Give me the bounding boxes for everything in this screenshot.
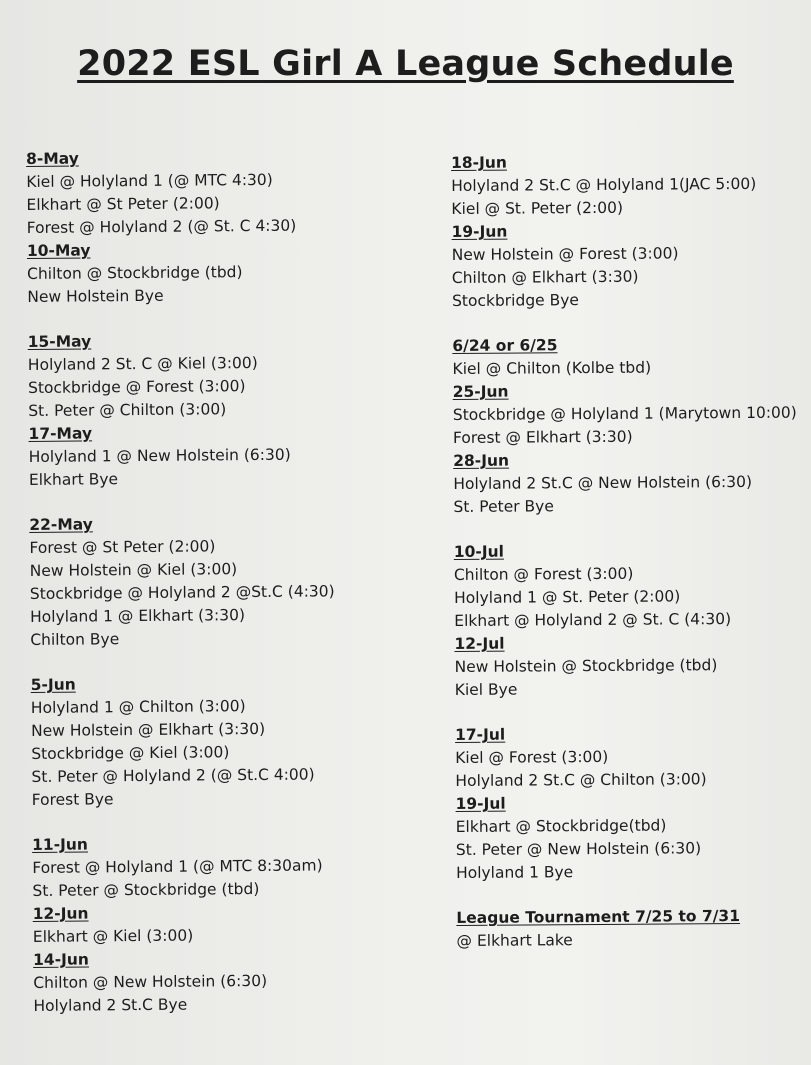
game-entry: @ Elkhart Lake	[456, 931, 573, 950]
week-date: League Tournament 7/25 to 7/31	[456, 907, 741, 927]
week-date: 10-May	[26, 241, 91, 260]
week-date: 8-May	[26, 149, 79, 168]
game-entry: Elkhart @ Stockbridge(tbd)	[455, 816, 667, 836]
week-date: 12-Jul	[454, 634, 505, 653]
week-date: 17-Jul	[455, 725, 506, 744]
week-date: 19-Jul	[455, 794, 506, 813]
week-date: 5-Jun	[30, 675, 76, 694]
game-entry: Kiel @ St. Peter (2:00)	[451, 198, 624, 218]
page-title: 2022 ESL Girl A League Schedule	[77, 44, 734, 84]
schedule-week	[29, 511, 335, 652]
game-entry: Elkhart @ St Peter (2:00)	[26, 194, 220, 214]
game-entry: Kiel @ Forest (3:00)	[455, 747, 609, 767]
week-date: 19-Jun	[451, 222, 508, 241]
game-entry: St. Peter @ Stockbridge (tbd)	[32, 879, 260, 900]
game-entry: Elkhart @ Kiel (3:00)	[32, 926, 194, 946]
game-entry: Elkhart @ Holyland 2 @ St. C (4:30)	[454, 610, 732, 630]
game-entry: Forest Bye	[31, 790, 114, 809]
game-entry: New Holstein Bye	[27, 286, 164, 306]
game-entry: Chilton @ New Holstein (6:30)	[33, 971, 268, 992]
schedule-week	[451, 150, 795, 221]
game-entry: Forest @ Holyland 1 (@ MTC 8:30am)	[32, 856, 323, 877]
game-entry: New Holstein @ Elkhart (3:30)	[31, 719, 266, 740]
schedule-week	[456, 905, 800, 953]
week-date: 11-Jun	[32, 835, 89, 854]
schedule-week	[33, 946, 338, 1018]
game-entry: Forest @ Elkhart (3:30)	[452, 427, 633, 447]
game-entry: Chilton @ Elkhart (3:30)	[451, 267, 639, 287]
game-entry: Elkhart Bye	[28, 470, 119, 489]
week-date: 10-Jul	[453, 542, 504, 561]
game-entry: Kiel @ Holyland 1 (@ MTC 4:30)	[26, 170, 273, 191]
game-entry: Holyland 2 St.C @ Chilton (3:00)	[455, 770, 707, 790]
game-entry: Holyland 1 Bye	[455, 863, 574, 882]
schedule-left-column	[26, 145, 338, 1018]
game-entry: Chilton @ Forest (3:00)	[453, 564, 634, 584]
game-entry: St. Peter Bye	[453, 497, 554, 516]
game-entry: Chilton @ Stockbridge (tbd)	[27, 263, 243, 283]
game-entry: Kiel @ Chilton (Kolbe tbd)	[452, 358, 652, 378]
week-date: 18-Jun	[451, 153, 507, 172]
week-date: 22-May	[29, 515, 93, 534]
schedule-week	[455, 791, 800, 885]
game-entry: New Holstein @ Kiel (3:00)	[29, 560, 238, 580]
game-entry: Holyland 1 @ Elkhart (3:30)	[30, 606, 246, 626]
schedule-week	[27, 237, 332, 309]
game-entry: St. Peter @ Chilton (3:00)	[28, 400, 227, 420]
schedule-week	[32, 831, 337, 903]
week-date: 12-Jun	[32, 904, 89, 923]
game-entry: Holyland 1 @ St. Peter (2:00)	[454, 587, 681, 607]
game-entry: Forest @ St Peter (2:00)	[29, 537, 216, 557]
game-entry: St. Peter @ Holyland 2 (@ St.C 4:00)	[31, 765, 315, 786]
week-date: 28-Jun	[453, 451, 510, 470]
game-entry: Kiel Bye	[454, 680, 518, 699]
schedule-week	[452, 333, 796, 381]
game-entry: Stockbridge @ Holyland 1 (Marytown 10:00)	[452, 403, 797, 424]
game-entry: Holyland 2 St.C @ Holyland 1(JAC 5:00)	[451, 174, 757, 195]
week-date: 17-May	[28, 424, 93, 443]
week-date: 15-May	[27, 332, 92, 351]
game-entry: Holyland 1 @ New Holstein (6:30)	[28, 445, 291, 466]
game-entry: Chilton Bye	[30, 630, 120, 649]
schedule-week	[33, 900, 338, 949]
schedule-week	[451, 219, 796, 313]
schedule-week	[453, 448, 797, 519]
week-date: 6/24 or 6/25	[452, 336, 558, 355]
game-entry: Holyland 2 St. C @ Kiel (3:00)	[27, 353, 258, 374]
week-date: 25-Jun	[452, 382, 509, 401]
game-entry: Stockbridge @ Forest (3:00)	[28, 377, 246, 397]
schedule-week	[453, 379, 797, 450]
game-entry: Holyland 2 St.C @ New Holstein (6:30)	[453, 472, 753, 493]
game-entry: Stockbridge @ Kiel (3:00)	[31, 743, 230, 763]
schedule-week	[454, 539, 799, 633]
schedule-week	[26, 145, 332, 240]
game-entry: St. Peter @ New Holstein (6:30)	[455, 839, 702, 859]
game-entry: Holyland 2 St.C Bye	[33, 995, 188, 1015]
schedule-week	[455, 722, 799, 793]
game-entry: Stockbridge Bye	[451, 291, 580, 310]
schedule-right-column	[451, 150, 801, 953]
schedule-week	[28, 420, 333, 492]
game-entry: Stockbridge @ Holyland 2 @St.C (4:30)	[29, 582, 335, 603]
schedule-week	[454, 631, 798, 702]
game-entry: New Holstein @ Forest (3:00)	[451, 244, 679, 264]
schedule-week	[31, 671, 337, 812]
game-entry: Forest @ Holyland 2 (@ St. C 4:30)	[26, 216, 297, 237]
game-entry: Holyland 1 @ Chilton (3:00)	[30, 697, 246, 717]
week-date: 14-Jun	[33, 950, 90, 969]
game-entry: New Holstein @ Stockbridge (tbd)	[454, 656, 718, 676]
schedule-week	[28, 328, 334, 423]
